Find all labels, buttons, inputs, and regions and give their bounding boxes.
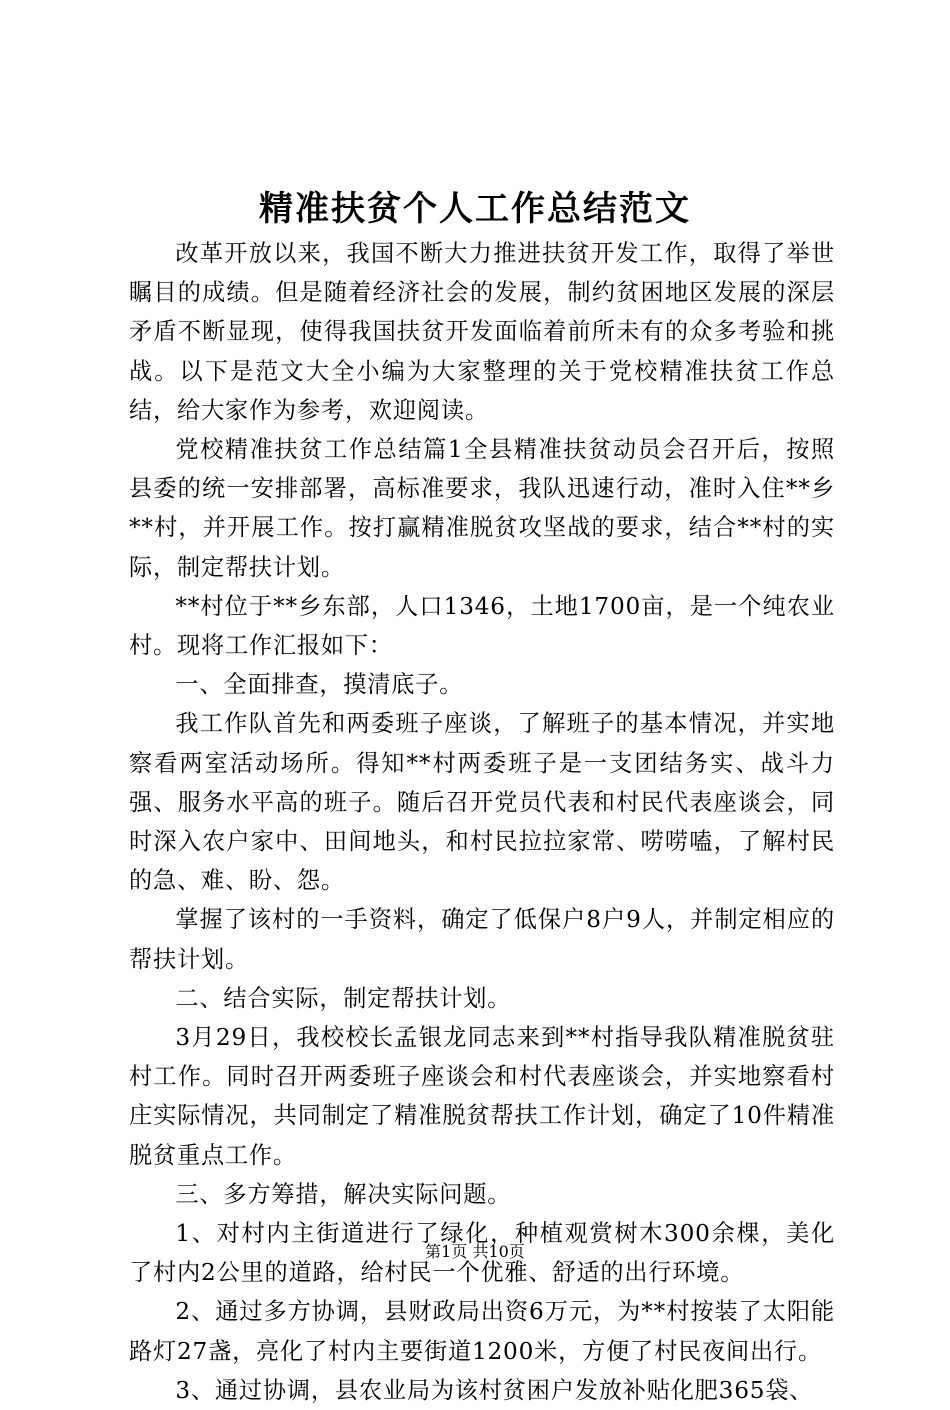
list-item: 1、对村内主街道进行了绿化，种植观赏树木300余棵，美化了村内2公里的道路，给村民一个优雅、舒适的出行环境。 (129, 1220, 835, 1287)
section-heading: 三、多方筹措，解决实际问题。 (175, 1180, 512, 1208)
paragraph: **村位于**乡东部，人口1346，土地1700亩，是一个纯农业村。现将工作汇报如下： (129, 592, 835, 660)
list-item: 3、通过协调，县农业局为该村贫困户发放补贴化肥365袋、 (175, 1376, 814, 1404)
section-heading: 二、结合实际，制定帮扶计划。 (175, 984, 512, 1012)
paragraph: 3月29日，我校校长孟银龙同志来到**村指导我队精准脱贫驻村工作。同时召开两委班子座谈会和村代表座谈会，并实地察看村庄实际情况，共同制定了精准脱贫帮扶工作计划，确定了10件精准脱贫重点工作。 (129, 1024, 835, 1169)
paragraph: 我工作队首先和两委班子座谈，了解班子的基本情况，并实地察看两室活动场所。得知**村两委班子是一支团结务实、战斗力强、服务水平高的班子。随后召开党员代表和村民代表座谈会，同时深入农户家中、田间地头，和村民拉拉家常、唠唠嗑，了解村民的急、难、盼、怨。 (129, 710, 835, 895)
page-number: 第1页 共10页 (425, 1242, 525, 1261)
section-heading: 一、全面排查，摸清底子。 (175, 671, 464, 699)
document-title: 精准扶贫个人工作总结范文 (259, 189, 691, 229)
paragraph: 掌握了该村的一手资料，确定了低保户8户9人，并制定相应的帮扶计划。 (129, 906, 835, 973)
paragraph: 改革开放以来，我国不断大力推进扶贫开发工作，取得了举世瞩目的成绩。但是随着经济社会的发展，制约贫困地区发展的深层矛盾不断显现，使得我国扶贫开发面临着前所未有的众多考验和挑战。以下是范文大全小编为大家整理的关于党校精准扶贫工作总结，给大家作为参考，欢迎阅读。 (129, 240, 835, 424)
document-body (129, 234, 835, 1410)
paragraph: 党校精准扶贫工作总结篇1全县精准扶贫动员会召开后，按照县委的统一安排部署，高标准要求，我队迅速行动，准时入住**乡**村，并开展工作。按打赢精准脱贫攻坚战的要求，结合**村的实际，制定帮扶计划。 (129, 436, 835, 581)
list-item: 2、通过多方协调，县财政局出资6万元，为**村按装了太阳能路灯27盏，亮化了村内主要街道1200米，方便了村民夜间出行。 (129, 1298, 835, 1365)
